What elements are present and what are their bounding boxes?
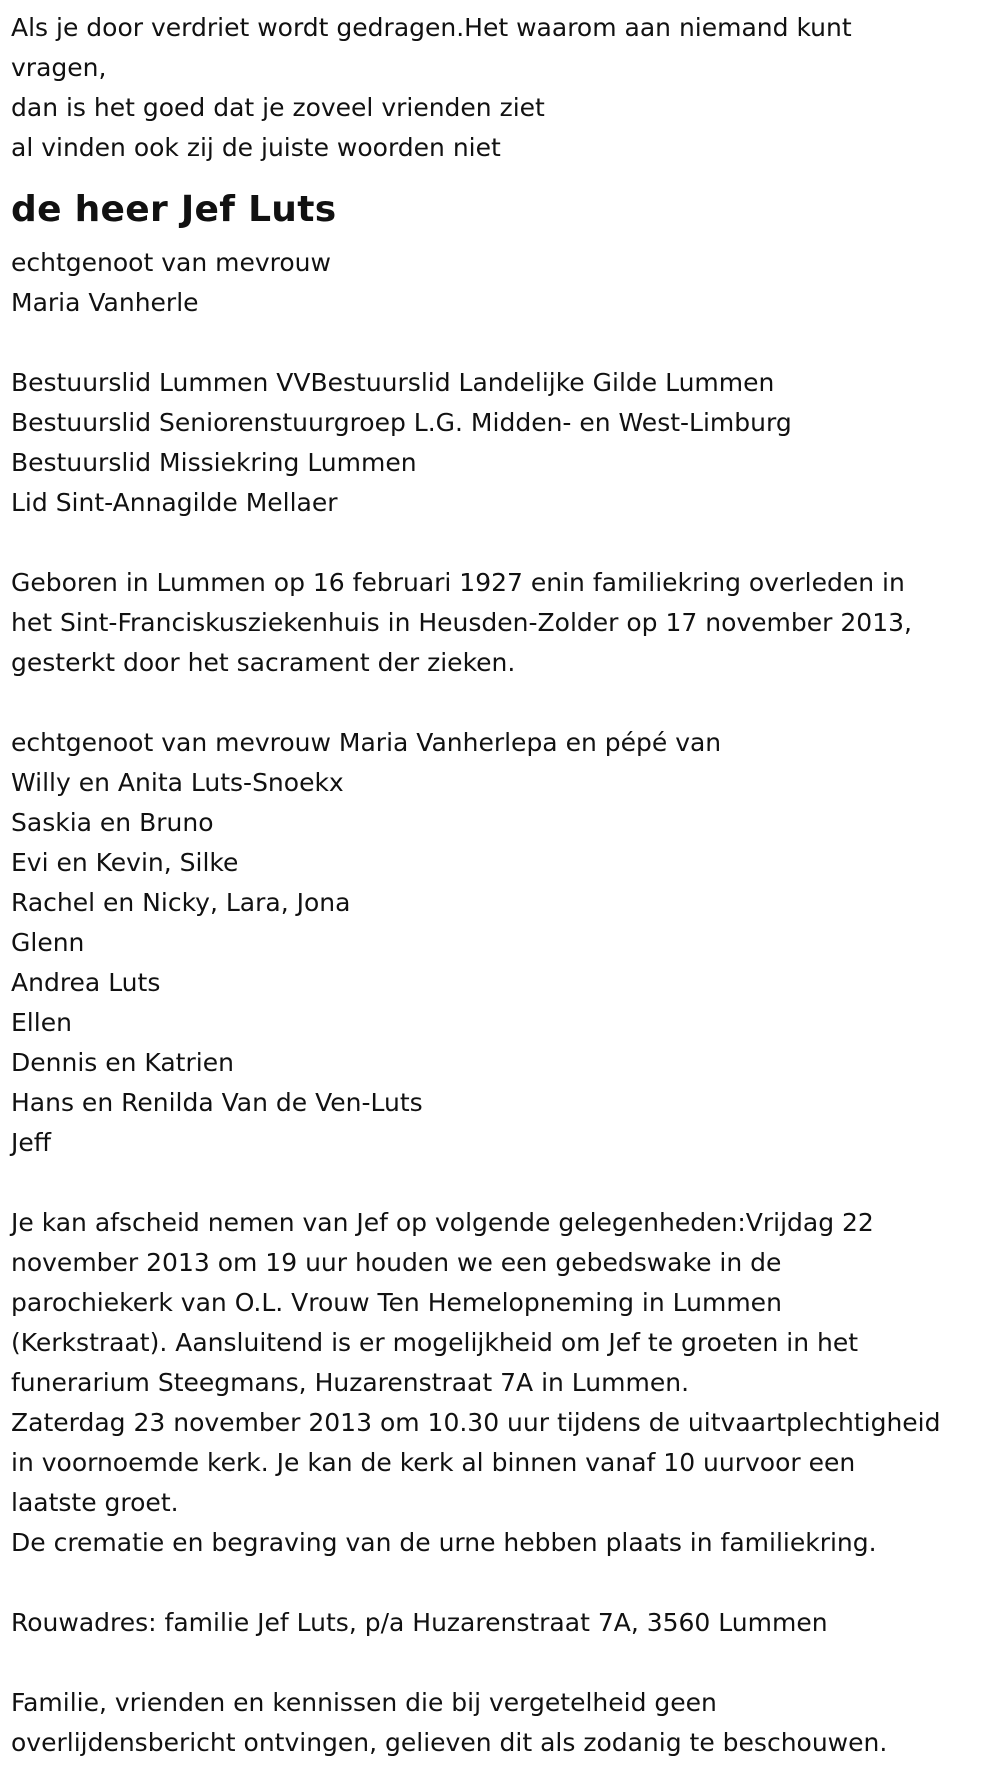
family-line: Saskia en Bruno xyxy=(11,808,214,837)
spacer xyxy=(11,523,991,563)
family-line: Evi en Kevin, Silke xyxy=(11,848,239,877)
poem-block xyxy=(11,8,991,168)
family-line: Andrea Luts xyxy=(11,968,161,997)
spouse-line: Maria Vanherle xyxy=(11,288,199,317)
spacer xyxy=(11,323,991,363)
role-line: Bestuurslid Missiekring Lummen xyxy=(11,448,417,477)
closing-line: overlijdensbericht ontvingen, gelieven dit als zodanig te beschouwen. xyxy=(11,1728,888,1757)
obituary-document xyxy=(11,8,991,1763)
farewell-line: parochiekerk van O.L. Vrouw Ten Hemelopneming in Lummen xyxy=(11,1288,782,1317)
birth-death-block xyxy=(11,563,991,683)
spouse-block xyxy=(11,243,991,323)
address-block xyxy=(11,1603,991,1643)
poem-line: vragen, xyxy=(11,53,107,82)
poem-line: Als je door verdriet wordt gedragen.Het waarom aan niemand kunt xyxy=(11,13,852,42)
family-line: echtgenoot van mevrouw Maria Vanherlepa en pépé van xyxy=(11,728,722,757)
farewell-line: De crematie en begraving van de urne hebben plaats in familiekring. xyxy=(11,1528,877,1557)
spacer xyxy=(11,1163,991,1203)
closing-block xyxy=(11,1683,991,1763)
farewell-line: (Kerkstraat). Aansluitend is er mogelijkheid om Jef te groeten in het xyxy=(11,1328,859,1357)
roles-block xyxy=(11,363,991,523)
family-line: Willy en Anita Luts-Snoekx xyxy=(11,768,344,797)
family-line: Rachel en Nicky, Lara, Jona xyxy=(11,888,351,917)
deceased-name: de heer Jef Luts xyxy=(11,189,337,230)
family-block xyxy=(11,723,991,1163)
farewell-line: funerarium Steegmans, Huzarenstraat 7A in Lummen. xyxy=(11,1368,690,1397)
farewell-line: november 2013 om 19 uur houden we een gebedswake in de xyxy=(11,1248,782,1277)
family-line: Ellen xyxy=(11,1008,72,1037)
birth-death-line: Geboren in Lummen op 16 februari 1927 enin familiekring overleden in xyxy=(11,568,905,597)
farewell-line: in voornoemde kerk. Je kan de kerk al binnen vanaf 10 uurvoor een xyxy=(11,1448,856,1477)
farewell-line: Zaterdag 23 november 2013 om 10.30 uur tijdens de uitvaartplechtigheid xyxy=(11,1408,941,1437)
farewell-line: laatste groet. xyxy=(11,1488,179,1517)
spacer xyxy=(11,1643,991,1683)
closing-line: Familie, vrienden en kennissen die bij vergetelheid geen xyxy=(11,1688,717,1717)
family-line: Hans en Renilda Van de Ven-Luts xyxy=(11,1088,423,1117)
birth-death-line: gesterkt door het sacrament der zieken. xyxy=(11,648,516,677)
poem-line: dan is het goed dat je zoveel vrienden ziet xyxy=(11,93,545,122)
spacer xyxy=(11,1563,991,1603)
farewell-block xyxy=(11,1203,991,1563)
birth-death-line: het Sint-Franciskusziekenhuis in Heusden-Zolder op 17 november 2013, xyxy=(11,608,912,637)
role-line: Bestuurslid Seniorenstuurgroep L.G. Midden- en West-Limburg xyxy=(11,408,792,437)
spacer xyxy=(11,683,991,723)
poem-line: al vinden ook zij de juiste woorden niet xyxy=(11,133,501,162)
role-line: Bestuurslid Lummen VVBestuurslid Landelijke Gilde Lummen xyxy=(11,368,775,397)
address-line: Rouwadres: familie Jef Luts, p/a Huzarenstraat 7A, 3560 Lummen xyxy=(11,1608,828,1637)
family-line: Glenn xyxy=(11,928,85,957)
family-line: Jeff xyxy=(11,1128,51,1157)
farewell-line: Je kan afscheid nemen van Jef op volgende gelegenheden:Vrijdag 22 xyxy=(11,1208,874,1237)
role-line: Lid Sint-Annagilde Mellaer xyxy=(11,488,338,517)
family-line: Dennis en Katrien xyxy=(11,1048,234,1077)
spouse-line: echtgenoot van mevrouw xyxy=(11,248,331,277)
